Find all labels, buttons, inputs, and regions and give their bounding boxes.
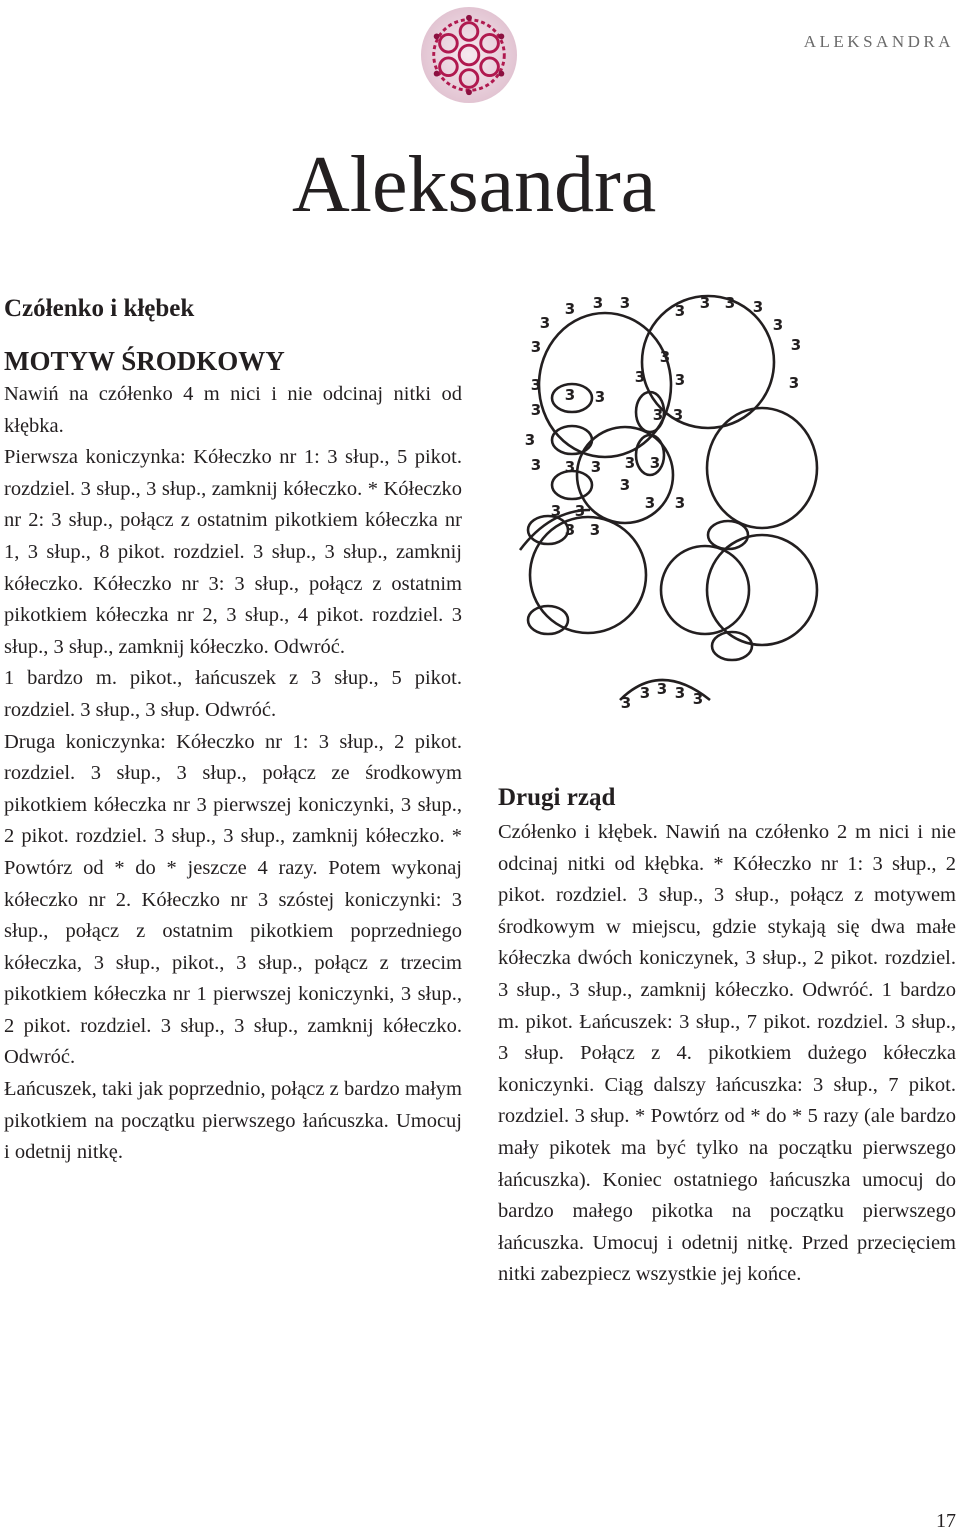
running-header: ALEKSANDRA [803, 32, 954, 51]
paragraph: 1 bardzo m. pikot., łańcuszek z 3 słup., 5 pikot. rozdziel. 3 słup., 3 słup. Odwróć. [4, 667, 462, 721]
svg-text:3: 3 [574, 502, 586, 520]
svg-text:3: 3 [652, 406, 664, 424]
svg-text:3: 3 [564, 458, 576, 476]
paragraph: Druga koniczynka: Kółeczko nr 1: 3 słup., 2 pikot. rozdziel. 3 słup., 3 słup., połącz ze środkowym pikotkiem kółeczka nr 3 pierwszej koniczynki, 3 słup., 2 pikot. rozdziel. 3 słup., 3 słup., zamknij kółeczko. * Powtórz od * do * jeszcze 4 razy. Potem wykonaj kółeczko nr 2. Kółeczko nr 3 szóstej koniczynki: 3 słup., połącz z ostatnim pikotkiem poprzedniego kółeczka, 3 słup., pikot., 3 słup., połącz z trzecim pikotkiem kółeczka nr 1 pierwszej koniczynki, 3 słup., 2 pikot. rozdziel. 3 słup., 3 słup., zamknij kółeczko. Odwróć. [4, 730, 462, 1069]
lace-motif-photo-icon [420, 6, 518, 104]
svg-text:3: 3 [672, 406, 684, 424]
paragraph: Pierwsza koniczynka: Kółeczko nr 1: 3 słup., 5 pikot. rozdziel. 3 słup., 3 słup., zamknij kółeczko. * Kółeczko nr 2: 3 słup., połącz z ostatnim pikotkiem kółeczka nr 1, 3 słup., 8 pikot. rozdziel. 3 słup., 3 słup., zamknij kółeczko. Kółeczko nr 3: 3 słup., połącz z ostatnim pikotkiem kółeczka nr 2, 3 słup., 4 pikot. rozdziel. 3 słup., 3 słup., zamknij kółeczko. Odwróć. [4, 446, 462, 658]
paragraph: Czółenko i kłębek. Nawiń na czółenko 2 m nici i nie odcinaj nitki od kłębka. * Kółeczko nr 1: 3 słup., 2 pikot. rozdziel. 3 słup., 3 słup., połącz z motywem środkowym w miejscu, gdzie stykają się dwa małe kółeczka dwóch koniczynek, 3 słup., 2 pikot. rozdziel. 3 słup., 3 słup., zamknij kółeczko. Odwróć. 1 bardzo m. pikot. Łańcuszek: 3 słup., 7 pikot. rozdziel. 3 słup., 3 słup. Połącz z 4. pikotkiem dużego kółeczka koniczynki. Ciąg dalszy łańcuszka: 3 słup., 7 pikot. rozdziel. 3 słup. * Powtórz od * do * 5 razy (ale bardzo mały pikotek ma być tylko na początku pierwszego łańcuszka). Koniec ostatniego łańcuszka umocuj do bardzo małego pikotka na początku pierwszego łańcuszka. Umocuj i odetnij nitkę. Przed przecięciem nitki zabezpiecz wszystkie jej końce. [498, 821, 956, 1286]
svg-text:3: 3 [624, 454, 636, 472]
svg-text:3: 3 [649, 454, 661, 472]
svg-text:3: 3 [524, 431, 536, 449]
tatting-diagram-icon [500, 290, 820, 720]
svg-text:3: 3 [592, 294, 604, 312]
svg-text:3: 3 [772, 316, 784, 334]
svg-text:3: 3 [659, 348, 671, 366]
section-subheading: MOTYW ŚRODKOWY [4, 346, 285, 376]
svg-text:3: 3 [699, 294, 711, 312]
svg-text:3: 3 [619, 294, 631, 312]
svg-text:3: 3 [550, 502, 562, 520]
svg-text:3: 3 [590, 458, 602, 476]
svg-text:3: 3 [594, 388, 606, 406]
svg-text:3: 3 [788, 374, 800, 392]
svg-text:3: 3 [724, 294, 736, 312]
svg-text:3: 3 [752, 298, 764, 316]
section-heading: Czółenko i kłębek [4, 295, 195, 322]
svg-text:3: 3 [674, 302, 686, 320]
svg-text:3: 3 [564, 521, 576, 539]
svg-text:3: 3 [656, 680, 668, 698]
svg-text:3: 3 [674, 684, 686, 702]
page-number: 17 [936, 1510, 956, 1532]
svg-text:3: 3 [530, 401, 542, 419]
svg-text:3: 3 [539, 314, 551, 332]
svg-text:3: 3 [639, 684, 651, 702]
svg-text:3: 3 [589, 521, 601, 539]
svg-text:3: 3 [644, 494, 656, 512]
svg-text:3: 3 [530, 456, 542, 474]
paragraph: Nawiń na czółenko 4 m nici i nie odcinaj nitki od kłębka. [4, 383, 462, 437]
svg-text:3: 3 [674, 494, 686, 512]
svg-text:3: 3 [692, 690, 704, 708]
svg-text:3: 3 [564, 386, 576, 404]
page-title: Aleksandra [292, 141, 657, 229]
section-heading: Drugi rząd [498, 784, 616, 811]
left-column [4, 292, 462, 1169]
paragraph: Łańcuszek, taki jak poprzednio, połącz z bardzo małym pikotkiem na początku pierwszego łańcuszka. Umocuj i odetnij nitkę. [4, 1078, 462, 1164]
svg-text:3: 3 [634, 368, 646, 386]
right-column [498, 783, 956, 1291]
svg-text:3: 3 [530, 376, 542, 394]
svg-text:3: 3 [790, 336, 802, 354]
svg-text:3: 3 [530, 338, 542, 356]
svg-text:3: 3 [619, 476, 631, 494]
svg-text:3: 3 [674, 371, 686, 389]
svg-text:3: 3 [564, 300, 576, 318]
svg-text:3: 3 [620, 694, 632, 712]
